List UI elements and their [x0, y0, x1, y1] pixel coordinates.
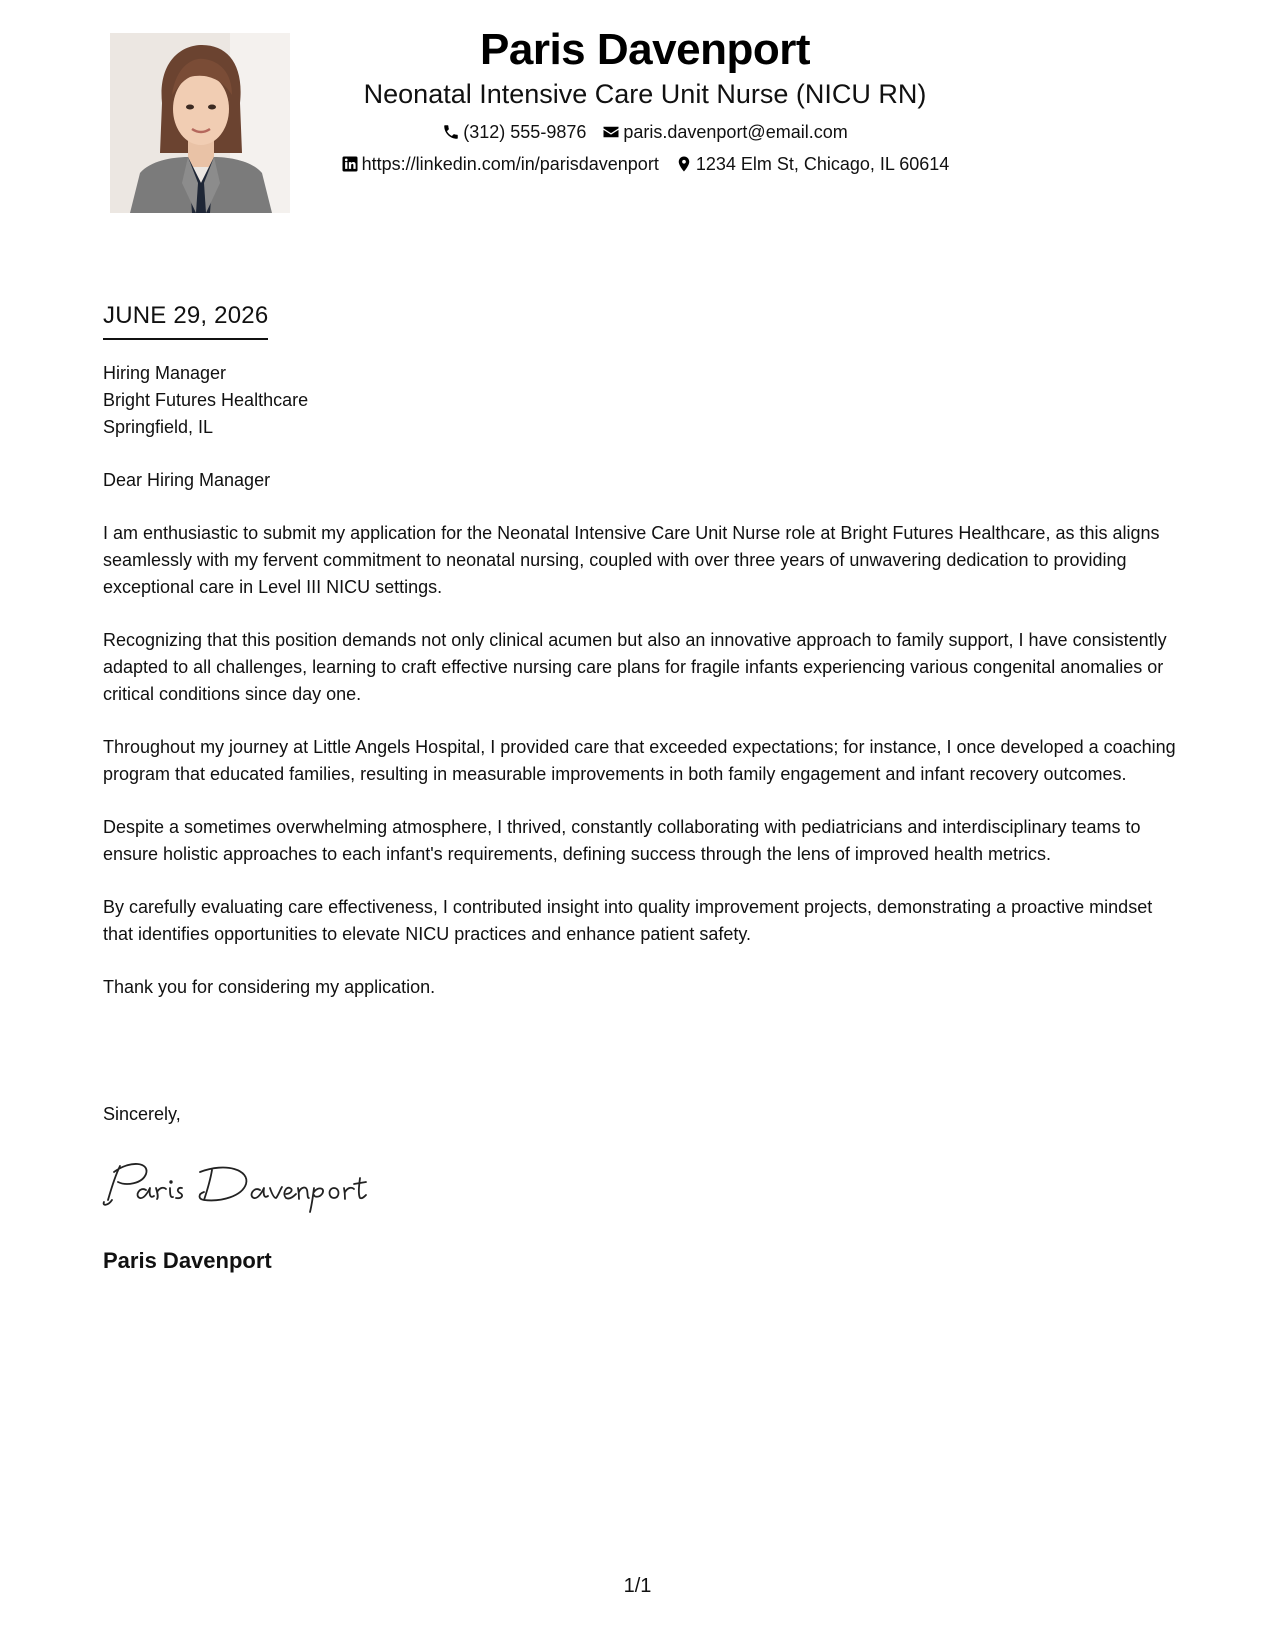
recipient-line: Springfield, IL	[103, 417, 214, 437]
phone-number: (312) 555-9876	[463, 122, 587, 142]
body-paragraph: Despite a sometimes overwhelming atmosphere, I thrived, constantly collaborating with pediatricians and interdisciplinary teams to ensure holistic approaches to each infant's requirements, defining success through the lens of improved health metrics.	[103, 817, 1141, 864]
recipient-line: Hiring Manager	[103, 363, 227, 383]
body-paragraph: By carefully evaluating care effectiveness, I contributed insight into quality improvement projects, demonstrating a proactive mindset that identifies opportunities to elevate NICU practices and enhance patient safety.	[103, 897, 1153, 944]
body-paragraph: Recognizing that this position demands not only clinical acumen but also an innovative approach to family support, I have consistently adapted to all challenges, learning to craft effective nursing care plans for fragile infants experiencing various congenital anomalies or critical conditions since day one.	[103, 630, 1167, 704]
address-contact	[675, 152, 950, 176]
body-paragraph: I am enthusiastic to submit my application for the Neonatal Intensive Care Unit Nurse role at Bright Futures Healthcare, as this aligns seamlessly with my fervent commitment to neonatal nursing, coupled with over three years of unwavering dedication to providing exceptional care in Level III NICU settings.	[103, 523, 1160, 597]
letter-body	[103, 467, 1183, 1027]
contact-line-1	[300, 120, 990, 144]
envelope-icon	[602, 123, 620, 141]
recipient-line: Bright Futures Healthcare	[103, 390, 309, 410]
linkedin-contact[interactable]	[341, 152, 659, 176]
email-address: paris.davenport@email.com	[623, 122, 848, 142]
profile-photo	[110, 33, 290, 213]
closing: Sincerely,	[103, 1104, 181, 1124]
recipient-block	[103, 360, 308, 441]
linkedin-icon	[341, 155, 359, 173]
page-indicator: 1/1	[623, 1575, 652, 1597]
handwritten-signature	[100, 1156, 370, 1216]
signed-name: Paris Davenport	[103, 1248, 272, 1273]
salutation: Dear Hiring Manager	[103, 470, 271, 490]
job-title: Neonatal Intensive Care Unit Nurse (NICU RN)	[363, 79, 927, 109]
body-paragraph: Throughout my journey at Little Angels Hospital, I provided care that exceeded expectations; for instance, I once developed a coaching program that educated families, resulting in measurable improvements in both family engagement and infant recovery outcomes.	[103, 737, 1176, 784]
linkedin-url: https://linkedin.com/in/parisdavenport	[361, 154, 659, 174]
applicant-name: Paris Davenport	[480, 25, 810, 74]
body-paragraph: Thank you for considering my application.	[103, 977, 436, 997]
letter-date: JUNE 29, 2026	[103, 300, 268, 340]
contact-line-2	[300, 152, 990, 176]
header	[300, 22, 990, 176]
phone-icon	[442, 123, 460, 141]
email-contact[interactable]	[602, 120, 847, 144]
map-pin-icon	[675, 155, 693, 173]
phone-contact[interactable]	[442, 120, 586, 144]
street-address: 1234 Elm St, Chicago, IL 60614	[695, 154, 950, 174]
